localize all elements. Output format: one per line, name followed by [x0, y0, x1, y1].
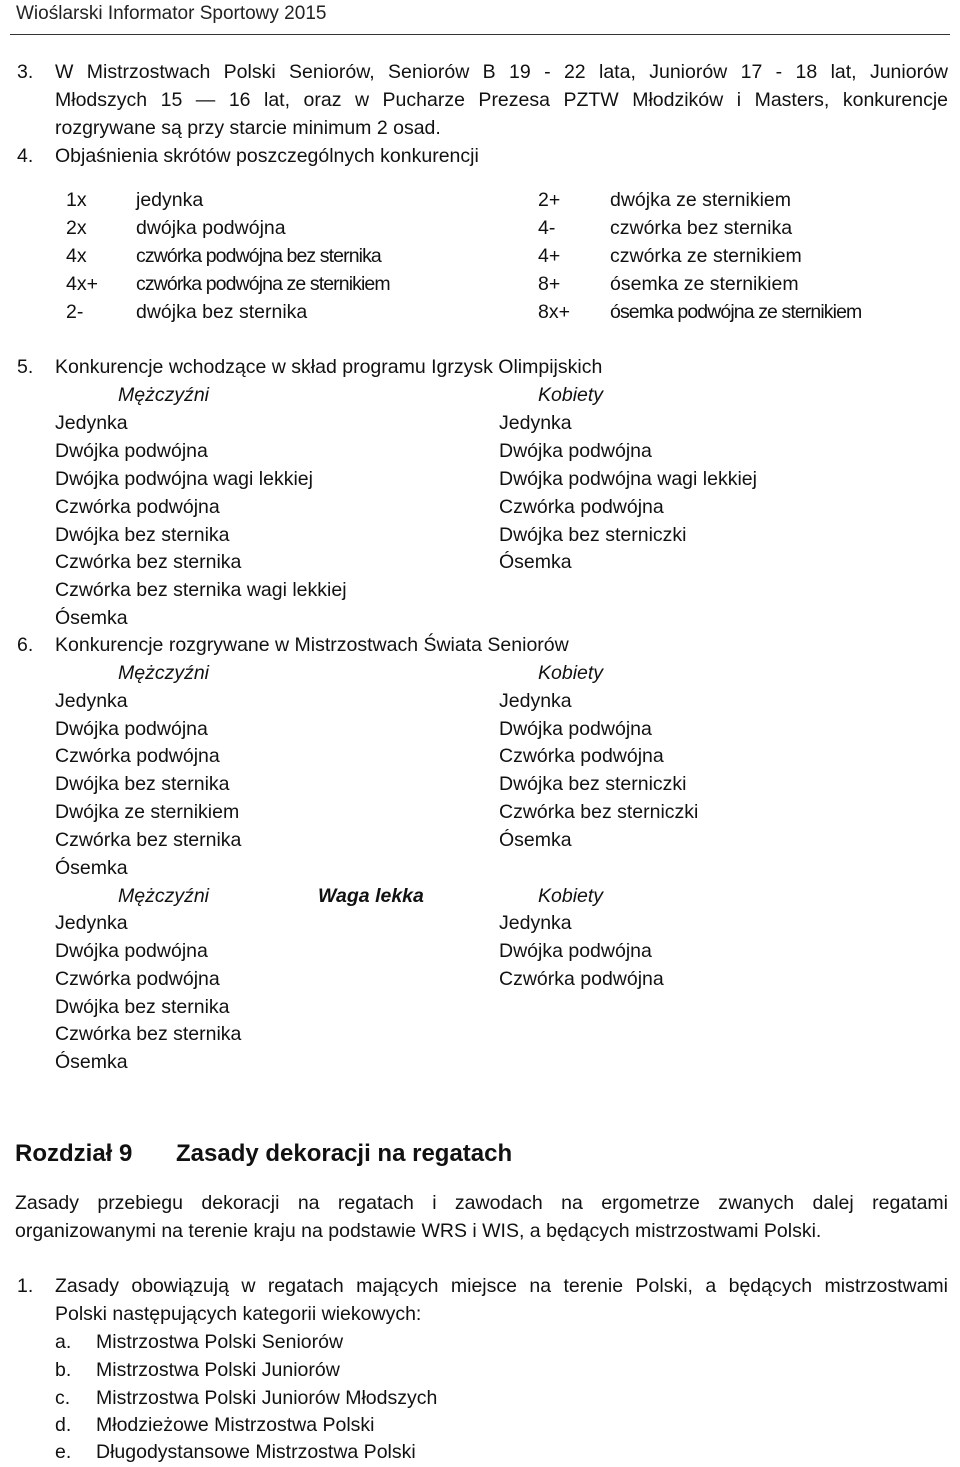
- abbr-label: dwójka ze sternikiem: [610, 189, 791, 211]
- abbr-label: jedynka: [136, 189, 204, 211]
- list-item: Mistrzostwa Polski Juniorów: [96, 1359, 340, 1381]
- men-heading: Mężczyźni: [118, 885, 210, 907]
- list-item: Jedynka: [55, 412, 128, 434]
- item5-number: 5.: [17, 356, 34, 378]
- point1-line2: Polski następujących kategorii wiekowych:: [55, 1303, 422, 1325]
- abbr-label: ósemka ze sternikiem: [610, 273, 799, 295]
- item3-line1: W Mistrzostwach Polski Seniorów, Seniorów B 19 - 22 lata, Juniorów 17 - 18 lat, Juniorów: [55, 61, 948, 83]
- list-item: Dwójka ze sternikiem: [55, 801, 240, 823]
- abbr-code: 4-: [538, 217, 556, 239]
- abbr-label: czwórka podwójna ze sternikiem: [136, 273, 390, 295]
- women-heading: Kobiety: [538, 662, 604, 684]
- list-item-letter: b.: [55, 1359, 72, 1381]
- list-item: Dwójka bez sterniczki: [499, 773, 687, 795]
- point1-number: 1.: [17, 1275, 34, 1297]
- chapter-title: Zasady dekoracji na regatach: [176, 1140, 513, 1167]
- abbr-label: czwórka bez sternika: [610, 217, 793, 239]
- header-title: Wioślarski Informator Sportowy 2015: [16, 3, 327, 24]
- item5-title: Konkurencje wchodzące w skład programu Igrzysk Olimpijskich: [55, 356, 603, 378]
- item4-title: Objaśnienia skrótów poszczególnych konkurencji: [55, 145, 479, 167]
- list-item: Czwórka podwójna: [499, 968, 664, 990]
- abbr-code: 4x: [66, 245, 87, 267]
- list-item: Czwórka podwójna: [499, 496, 664, 518]
- item3-line3: rozgrywane są przy starcie minimum 2 osad.: [55, 117, 441, 139]
- abbr-code: 4x+: [66, 273, 98, 295]
- item6-title: Konkurencje rozgrywane w Mistrzostwach Świata Seniorów: [55, 634, 569, 656]
- abbr-label: dwójka bez sternika: [136, 301, 308, 323]
- abbr-label: czwórka podwójna bez sternika: [136, 245, 381, 267]
- list-item: Dwójka bez sterniczki: [499, 524, 687, 546]
- men-heading: Mężczyźni: [118, 662, 210, 684]
- list-item: Ósemka: [55, 607, 128, 629]
- abbr-code: 2+: [538, 189, 561, 211]
- list-item-letter: d.: [55, 1414, 72, 1436]
- list-item: Ósemka: [499, 551, 572, 573]
- list-item: Czwórka bez sternika: [55, 551, 242, 573]
- women-heading: Kobiety: [538, 885, 604, 907]
- list-item: Ósemka: [55, 1051, 128, 1073]
- item4-number: 4.: [17, 145, 34, 167]
- list-item: Czwórka bez sterniczki: [499, 801, 699, 823]
- list-item: Czwórka podwójna: [55, 745, 220, 767]
- page-header: [10, 0, 950, 35]
- list-item: Dwójka podwójna: [55, 718, 208, 740]
- list-item: Jedynka: [55, 912, 128, 934]
- list-item-letter: e.: [55, 1441, 72, 1463]
- list-item: Ósemka: [499, 829, 572, 851]
- list-item: Czwórka podwójna: [55, 496, 220, 518]
- list-item: Mistrzostwa Polski Seniorów: [96, 1331, 344, 1353]
- list-item: Mistrzostwa Polski Juniorów Młodszych: [96, 1387, 438, 1409]
- item3-number: 3.: [17, 61, 34, 83]
- list-item: Ósemka: [55, 857, 128, 879]
- list-item: Dwójka podwójna: [55, 940, 208, 962]
- abbr-label: dwójka podwójna: [136, 217, 286, 239]
- list-item: Dwójka podwójna: [499, 440, 652, 462]
- list-item: Czwórka bez sternika: [55, 829, 242, 851]
- list-item: Dwójka bez sternika: [55, 996, 230, 1018]
- list-item: Dwójka podwójna: [499, 940, 652, 962]
- item3-line2: Młodszych 15 — 16 lat, oraz w Pucharze Prezesa PZTW Młodzików i Masters, konkurencje: [55, 89, 948, 111]
- list-item: Dwójka bez sternika: [55, 773, 230, 795]
- list-item: Dwójka podwójna wagi lekkiej: [55, 468, 313, 490]
- list-item: Długodystansowe Mistrzostwa Polski: [96, 1441, 416, 1463]
- list-item: Dwójka podwójna: [499, 718, 652, 740]
- list-item: Czwórka bez sternika: [55, 1023, 242, 1045]
- list-item: Czwórka podwójna: [55, 968, 220, 990]
- list-item: Dwójka podwójna wagi lekkiej: [499, 468, 757, 490]
- list-item: Dwójka bez sternika: [55, 524, 230, 546]
- chapter-label: Rozdział 9: [15, 1140, 133, 1167]
- list-item: Jedynka: [55, 690, 128, 712]
- item6-number: 6.: [17, 634, 34, 656]
- men-heading: Mężczyźni: [118, 384, 210, 406]
- women-heading: Kobiety: [538, 384, 604, 406]
- list-item: Czwórka podwójna: [499, 745, 664, 767]
- list-item: Młodzieżowe Mistrzostwa Polski: [96, 1414, 375, 1436]
- abbr-code: 8+: [538, 273, 561, 295]
- list-item: Jedynka: [499, 690, 572, 712]
- list-item-letter: c.: [55, 1387, 71, 1409]
- list-item: Dwójka podwójna: [55, 440, 208, 462]
- abbr-code: 2-: [66, 301, 84, 323]
- list-item: Jedynka: [499, 412, 572, 434]
- chapter-intro-line2: organizowanymi na terenie kraju na podstawie WRS i WIS, a będących mistrzostwami Polski.: [15, 1220, 822, 1242]
- list-item-letter: a.: [55, 1331, 72, 1353]
- abbr-label: ósemka podwójna ze sternikiem: [610, 301, 862, 323]
- lightweight-heading: Waga lekka: [318, 885, 424, 907]
- abbr-code: 2x: [66, 217, 87, 239]
- abbr-code: 8x+: [538, 301, 570, 323]
- abbr-code: 4+: [538, 245, 561, 267]
- chapter-intro-line1: Zasady przebiegu dekoracji na regatach i zawodach na ergometrze zwanych dalej regatami: [15, 1192, 948, 1214]
- point1-line1: Zasady obowiązują w regatach mających miejsce na terenie Polski, a będących mistrzostwami: [55, 1275, 948, 1297]
- list-item: Jedynka: [499, 912, 572, 934]
- abbr-code: 1x: [66, 189, 87, 211]
- list-item: Czwórka bez sternika wagi lekkiej: [55, 579, 347, 601]
- abbr-label: czwórka ze sternikiem: [610, 245, 802, 267]
